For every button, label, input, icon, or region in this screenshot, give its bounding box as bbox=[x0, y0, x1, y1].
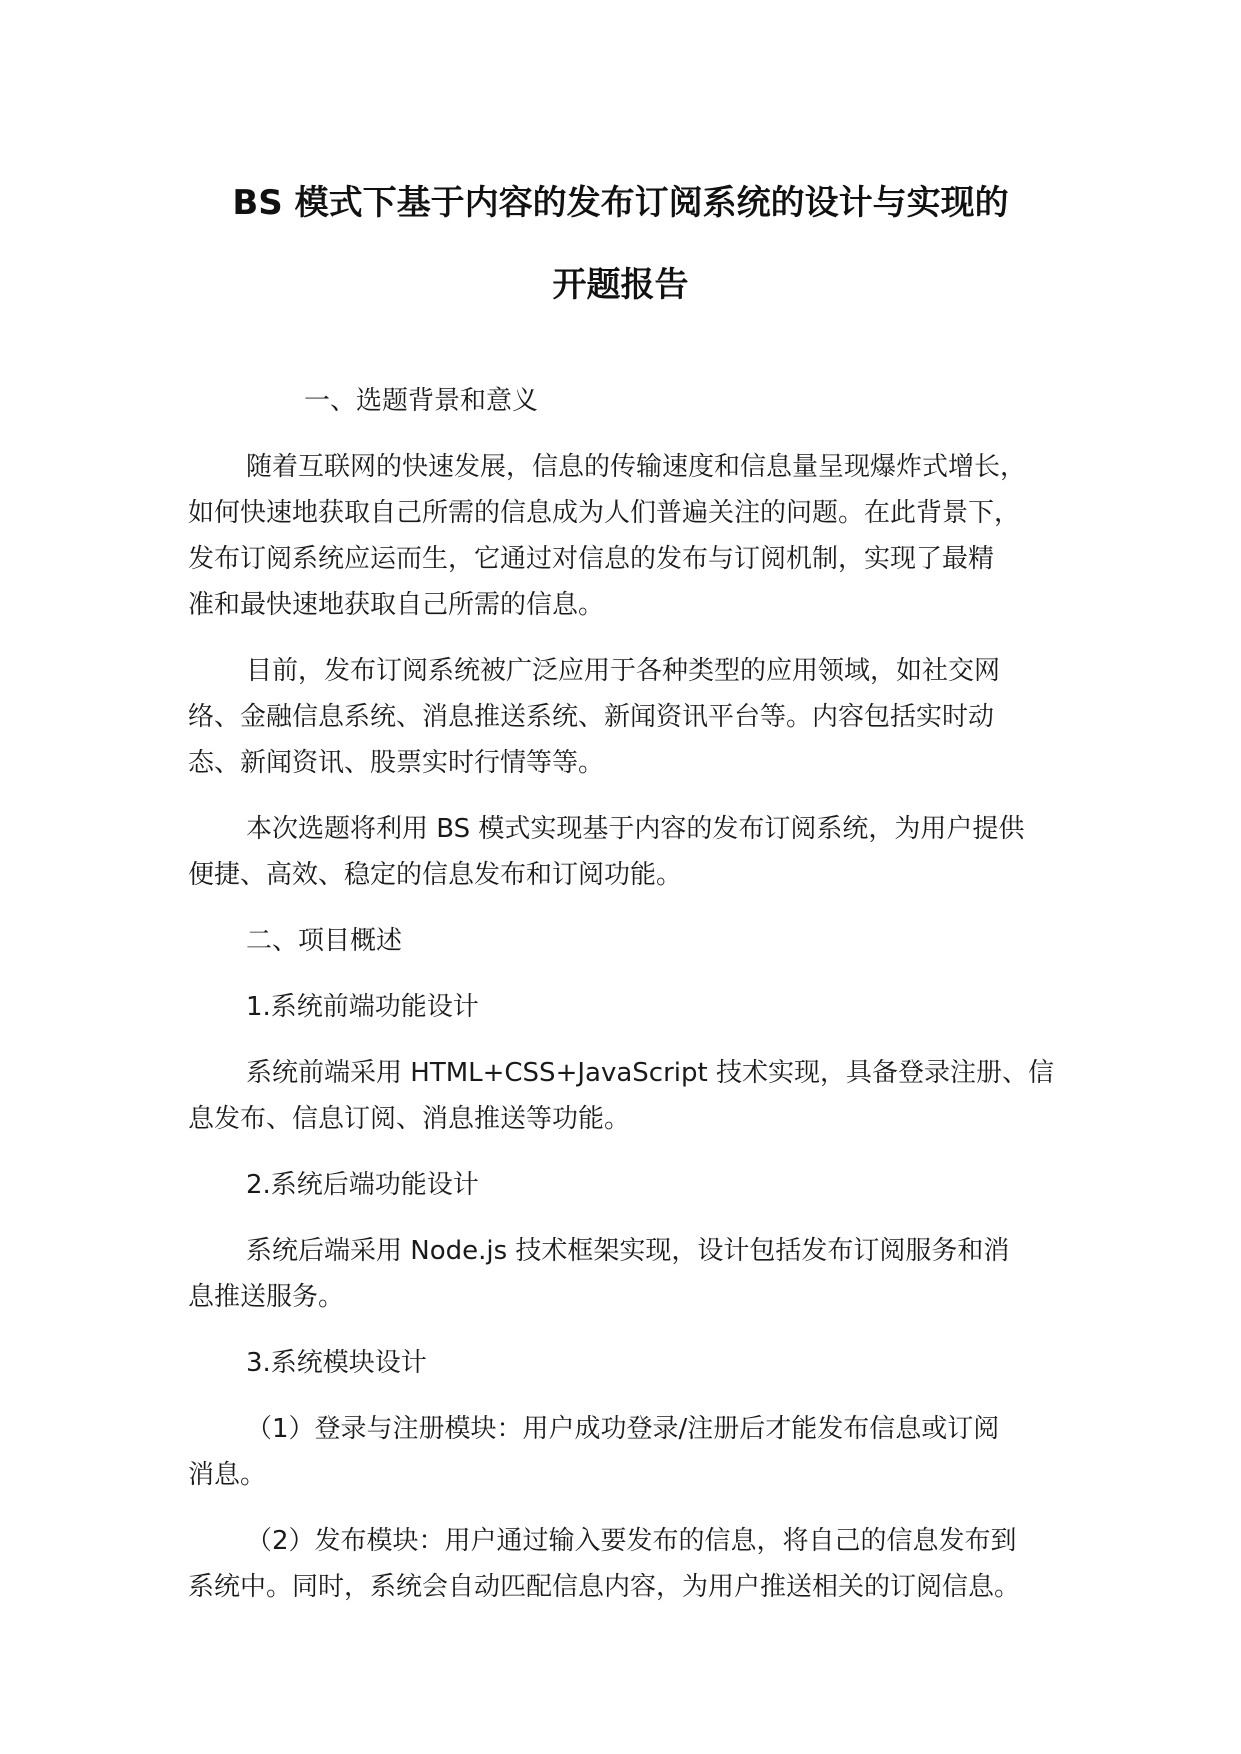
document-title-line-1: BS 模式下基于内容的发布订阅系统的设计与实现的 bbox=[232, 183, 1009, 223]
paragraph-line: 络、金融信息系统、消息推送系统、新闻资讯平台等。内容包括实时动 bbox=[188, 702, 995, 732]
subheading-frontend bbox=[188, 984, 1088, 1030]
paragraph-line: 息发布、信息订阅、消息推送等功能。 bbox=[188, 1104, 631, 1134]
paragraph-applications bbox=[188, 648, 1088, 786]
section-heading-background bbox=[188, 378, 1088, 424]
document-title-line-2: 开题报告 bbox=[552, 265, 689, 305]
paragraph-line: 消息。 bbox=[188, 1460, 267, 1490]
heading-text: 2.系统后端功能设计 bbox=[246, 1170, 479, 1200]
paragraph-goal bbox=[188, 806, 1088, 898]
paragraph-line: 准和最快速地获取自己所需的信息。 bbox=[188, 590, 605, 620]
heading-text: 3.系统模块设计 bbox=[246, 1348, 427, 1378]
paragraph-line: 目前，发布订阅系统被广泛应用于各种类型的应用领域，如社交网 bbox=[246, 656, 1001, 686]
paragraph-line: （2）发布模块：用户通过输入要发布的信息，将自己的信息发布到 bbox=[246, 1526, 1017, 1556]
subheading-modules bbox=[188, 1340, 1088, 1386]
paragraph-line: 系统中。同时，系统会自动匹配信息内容，为用户推送相关的订阅信息。 bbox=[188, 1572, 1021, 1602]
paragraph-line: 系统前端采用 HTML+CSS+JavaScript 技术实现，具备登录注册、信 bbox=[246, 1058, 1054, 1088]
paragraph-publish-module bbox=[188, 1518, 1088, 1610]
subheading-backend bbox=[188, 1162, 1088, 1208]
paragraph-login-module bbox=[188, 1406, 1088, 1498]
heading-text: 一、选题背景和意义 bbox=[304, 386, 539, 416]
paragraph-line: 随着互联网的快速发展，信息的传输速度和信息量呈现爆炸式增长， bbox=[246, 452, 1027, 482]
paragraph-line: 发布订阅系统应运而生，它通过对信息的发布与订阅机制，实现了最精 bbox=[188, 544, 995, 574]
paragraph-frontend bbox=[188, 1050, 1088, 1142]
paragraph-line: （1）登录与注册模块：用户成功登录/注册后才能发布信息或订阅 bbox=[246, 1414, 1000, 1444]
paragraph-line: 系统后端采用 Node.js 技术框架实现，设计包括发布订阅服务和消 bbox=[246, 1236, 1010, 1266]
heading-text: 二、项目概述 bbox=[246, 926, 403, 956]
paragraph-backend bbox=[188, 1228, 1088, 1320]
paragraph-line: 息推送服务。 bbox=[188, 1282, 345, 1312]
document-body bbox=[188, 378, 1088, 1630]
paragraph-background bbox=[188, 444, 1088, 628]
section-heading-overview bbox=[188, 918, 1088, 964]
paragraph-line: 如何快速地获取自己所需的信息成为人们普遍关注的问题。在此背景下， bbox=[188, 498, 1021, 528]
paragraph-line: 本次选题将利用 BS 模式实现基于内容的发布订阅系统，为用户提供 bbox=[246, 814, 1025, 844]
paragraph-line: 态、新闻资讯、股票实时行情等等。 bbox=[188, 748, 605, 778]
heading-text: 1.系统前端功能设计 bbox=[246, 992, 479, 1022]
paragraph-line: 便捷、高效、稳定的信息发布和订阅功能。 bbox=[188, 860, 683, 890]
